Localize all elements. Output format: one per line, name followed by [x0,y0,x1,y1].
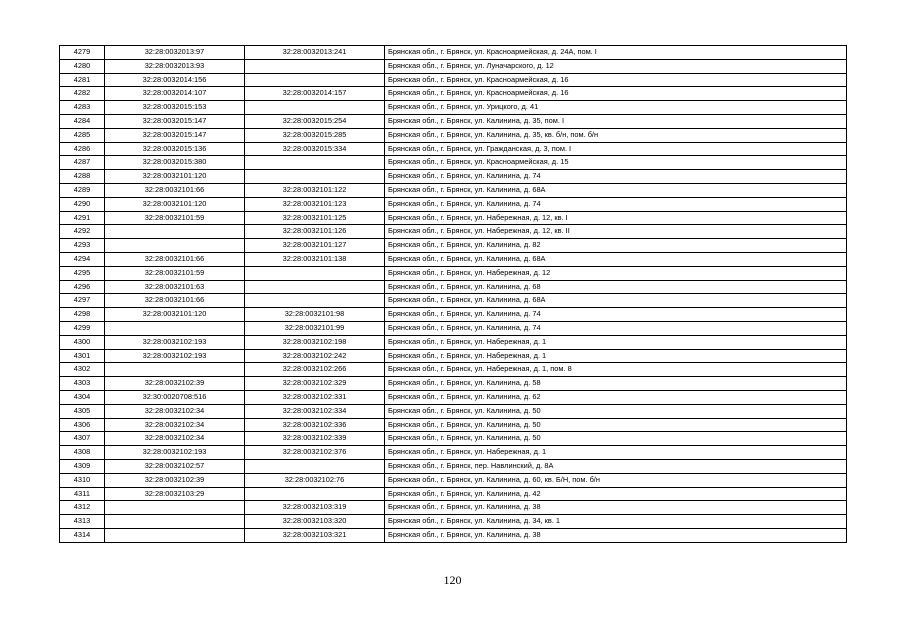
address-cell: Брянская обл., г. Брянск, ул. Набережная, д. 1 [385,446,847,460]
object-number-cell: 32:28:0032102:266 [245,363,385,377]
row-number-cell: 4303 [60,377,105,391]
table-row [60,487,847,501]
parcel-number-cell: 32:28:0032015:147 [105,128,245,142]
table-row [60,377,847,391]
address-cell: Брянская обл., г. Брянск, ул. Набережная, д. 12, кв. I [385,211,847,225]
table-row [60,266,847,280]
address-cell: Брянская обл., г. Брянск, ул. Красноармейская, д. 15 [385,156,847,170]
parcel-number-cell: 32:28:0032102:57 [105,459,245,473]
object-number-cell: 32:28:0032103:321 [245,528,385,542]
row-number-cell: 4294 [60,252,105,266]
object-number-cell: 32:28:0032101:125 [245,211,385,225]
parcel-number-cell: 32:28:0032101:63 [105,280,245,294]
parcel-number-cell: 32:28:0032013:97 [105,46,245,60]
object-number-cell: 32:28:0032013:241 [245,46,385,60]
row-number-cell: 4296 [60,280,105,294]
row-number-cell: 4299 [60,321,105,335]
table-row [60,459,847,473]
row-number-cell: 4279 [60,46,105,60]
address-cell: Брянская обл., г. Брянск, ул. Калинина, д. 74 [385,197,847,211]
object-number-cell: 32:28:0032102:329 [245,377,385,391]
object-number-cell: 32:28:0032015:254 [245,114,385,128]
address-cell: Брянская обл., г. Брянск, ул. Луначарского, д. 12 [385,59,847,73]
address-cell: Брянская обл., г. Брянск, ул. Калинина, д. 50 [385,432,847,446]
parcel-number-cell: 32:30:0020708:516 [105,390,245,404]
table-row [60,128,847,142]
table-row [60,142,847,156]
parcel-number-cell: 32:28:0032102:193 [105,446,245,460]
table-row [60,321,847,335]
address-cell: Брянская обл., г. Брянск, ул. Калинина, д. 74 [385,321,847,335]
row-number-cell: 4292 [60,225,105,239]
object-number-cell: 32:28:0032101:127 [245,239,385,253]
address-cell: Брянская обл., г. Брянск, ул. Калинина, д. 34, кв. 1 [385,515,847,529]
row-number-cell: 4281 [60,73,105,87]
parcel-number-cell [105,515,245,529]
row-number-cell: 4287 [60,156,105,170]
row-number-cell: 4311 [60,487,105,501]
address-cell: Брянская обл., г. Брянск, ул. Набережная, д. 12 [385,266,847,280]
table-row [60,197,847,211]
row-number-cell: 4295 [60,266,105,280]
object-number-cell [245,280,385,294]
parcel-number-cell: 32:28:0032102:34 [105,418,245,432]
row-number-cell: 4308 [60,446,105,460]
address-cell: Брянская обл., г. Брянск, ул. Калинина, д. 38 [385,528,847,542]
table-row [60,252,847,266]
address-cell: Брянская обл., г. Брянск, ул. Гражданская, д. 3, пом. I [385,142,847,156]
parcel-number-cell: 32:28:0032102:39 [105,473,245,487]
object-number-cell [245,459,385,473]
table-row [60,87,847,101]
address-cell: Брянская обл., г. Брянск, ул. Калинина, д. 68 [385,280,847,294]
table-row [60,73,847,87]
object-number-cell: 32:28:0032015:285 [245,128,385,142]
object-number-cell [245,101,385,115]
address-cell: Брянская обл., г. Брянск, ул. Калинина, д. 50 [385,404,847,418]
parcel-number-cell: 32:28:0032101:66 [105,294,245,308]
row-number-cell: 4297 [60,294,105,308]
table-row [60,294,847,308]
address-cell: Брянская обл., г. Брянск, ул. Урицкого, д. 41 [385,101,847,115]
table-row [60,390,847,404]
address-cell: Брянская обл., г. Брянск, ул. Калинина, д. 42 [385,487,847,501]
row-number-cell: 4314 [60,528,105,542]
row-number-cell: 4313 [60,515,105,529]
row-number-cell: 4312 [60,501,105,515]
row-number-cell: 4307 [60,432,105,446]
parcel-number-cell: 32:28:0032015:153 [105,101,245,115]
address-cell: Брянская обл., г. Брянск, ул. Калинина, д. 35, кв. б/н, пом. б/н [385,128,847,142]
table-row [60,239,847,253]
address-cell: Брянская обл., г. Брянск, ул. Калинина, д. 68А [385,183,847,197]
table-row [60,156,847,170]
address-cell: Брянская обл., г. Брянск, ул. Красноармейская, д. 24А, пом. I [385,46,847,60]
parcel-number-cell: 32:28:0032101:66 [105,252,245,266]
address-cell: Брянская обл., г. Брянск, ул. Набережная, д. 1 [385,349,847,363]
object-number-cell: 32:28:0032015:334 [245,142,385,156]
parcel-number-cell: 32:28:0032102:39 [105,377,245,391]
parcel-number-cell: 32:28:0032014:156 [105,73,245,87]
object-number-cell: 32:28:0032101:126 [245,225,385,239]
row-number-cell: 4289 [60,183,105,197]
object-number-cell [245,156,385,170]
object-number-cell [245,294,385,308]
table-row [60,280,847,294]
table-row [60,432,847,446]
row-number-cell: 4286 [60,142,105,156]
address-cell: Брянская обл., г. Брянск, ул. Калинина, д. 35, пом. I [385,114,847,128]
table-row [60,501,847,515]
object-number-cell: 32:28:0032102:242 [245,349,385,363]
page-number: 120 [443,573,462,587]
table-row [60,515,847,529]
object-number-cell: 32:28:0032102:331 [245,390,385,404]
table-row [60,418,847,432]
row-number-cell: 4284 [60,114,105,128]
address-cell: Брянская обл., г. Брянск, ул. Калинина, д. 62 [385,390,847,404]
object-number-cell [245,170,385,184]
parcel-number-cell: 32:28:0032101:120 [105,197,245,211]
parcel-number-cell: 32:28:0032101:59 [105,211,245,225]
parcel-number-cell: 32:28:0032101:66 [105,183,245,197]
address-cell: Брянская обл., г. Брянск, ул. Красноармейская, д. 16 [385,73,847,87]
row-number-cell: 4300 [60,335,105,349]
object-number-cell: 32:28:0032102:76 [245,473,385,487]
object-number-cell: 32:28:0032102:336 [245,418,385,432]
row-number-cell: 4306 [60,418,105,432]
parcel-number-cell [105,528,245,542]
object-number-cell [245,59,385,73]
row-number-cell: 4309 [60,459,105,473]
object-number-cell [245,487,385,501]
parcel-number-cell [105,363,245,377]
row-number-cell: 4310 [60,473,105,487]
table-row [60,404,847,418]
address-cell: Брянская обл., г. Брянск, ул. Калинина, д. 82 [385,239,847,253]
cadastral-table [59,45,847,543]
object-number-cell [245,266,385,280]
address-cell: Брянская обл., г. Брянск, ул. Калинина, д. 68А [385,294,847,308]
parcel-number-cell [105,501,245,515]
table-row [60,183,847,197]
address-cell: Брянская обл., г. Брянск, ул. Калинина, д. 68А [385,252,847,266]
table-row [60,170,847,184]
object-number-cell [245,73,385,87]
object-number-cell: 32:28:0032014:157 [245,87,385,101]
address-cell: Брянская обл., г. Брянск, ул. Калинина, д. 74 [385,170,847,184]
address-cell: Брянская обл., г. Брянск, ул. Калинина, д. 50 [385,418,847,432]
row-number-cell: 4304 [60,390,105,404]
address-cell: Брянская обл., г. Брянск, ул. Калинина, д. 74 [385,308,847,322]
parcel-number-cell: 32:28:0032015:136 [105,142,245,156]
object-number-cell: 32:28:0032101:98 [245,308,385,322]
table-row [60,59,847,73]
parcel-number-cell: 32:28:0032101:120 [105,308,245,322]
parcel-number-cell [105,239,245,253]
parcel-number-cell [105,225,245,239]
parcel-number-cell: 32:28:0032015:380 [105,156,245,170]
parcel-number-cell: 32:28:0032102:34 [105,404,245,418]
address-cell: Брянская обл., г. Брянск, ул. Набережная, д. 1 [385,335,847,349]
address-cell: Брянская обл., г. Брянск, ул. Калинина, д. 58 [385,377,847,391]
table-row [60,46,847,60]
address-cell: Брянская обл., г. Брянск, ул. Калинина, д. 60, кв. Б/Н, пом. б/н [385,473,847,487]
table-row [60,335,847,349]
row-number-cell: 4285 [60,128,105,142]
object-number-cell: 32:28:0032101:122 [245,183,385,197]
cadastral-table-body [60,46,847,543]
object-number-cell: 32:28:0032102:198 [245,335,385,349]
table-row [60,308,847,322]
table-row [60,101,847,115]
row-number-cell: 4288 [60,170,105,184]
parcel-number-cell: 32:28:0032014:107 [105,87,245,101]
object-number-cell: 32:28:0032102:376 [245,446,385,460]
object-number-cell: 32:28:0032103:319 [245,501,385,515]
parcel-number-cell: 32:28:0032015:147 [105,114,245,128]
parcel-number-cell [105,321,245,335]
object-number-cell: 32:28:0032102:334 [245,404,385,418]
row-number-cell: 4283 [60,101,105,115]
row-number-cell: 4290 [60,197,105,211]
parcel-number-cell: 32:28:0032102:193 [105,335,245,349]
object-number-cell: 32:28:0032101:138 [245,252,385,266]
object-number-cell: 32:28:0032102:339 [245,432,385,446]
table-row [60,446,847,460]
parcel-number-cell: 32:28:0032101:59 [105,266,245,280]
table-row [60,363,847,377]
table-row [60,349,847,363]
parcel-number-cell: 32:28:0032013:93 [105,59,245,73]
address-cell: Брянская обл., г. Брянск, ул. Калинина, д. 38 [385,501,847,515]
row-number-cell: 4301 [60,349,105,363]
table-row [60,225,847,239]
address-cell: Брянская обл., г. Брянск, ул. Набережная, д. 1, пом. 8 [385,363,847,377]
row-number-cell: 4302 [60,363,105,377]
table-row [60,211,847,225]
table-row [60,528,847,542]
row-number-cell: 4298 [60,308,105,322]
row-number-cell: 4305 [60,404,105,418]
address-cell: Брянская обл., г. Брянск, ул. Набережная, д. 12, кв. II [385,225,847,239]
object-number-cell: 32:28:0032103:320 [245,515,385,529]
parcel-number-cell: 32:28:0032101:120 [105,170,245,184]
parcel-number-cell: 32:28:0032102:193 [105,349,245,363]
parcel-number-cell: 32:28:0032103:29 [105,487,245,501]
object-number-cell: 32:28:0032101:123 [245,197,385,211]
row-number-cell: 4282 [60,87,105,101]
address-cell: Брянская обл., г. Брянск, ул. Красноармейская, д. 16 [385,87,847,101]
row-number-cell: 4291 [60,211,105,225]
row-number-cell: 4280 [60,59,105,73]
object-number-cell: 32:28:0032101:99 [245,321,385,335]
address-cell: Брянская обл., г. Брянск, пер. Навлинский, д. 8А [385,459,847,473]
parcel-number-cell: 32:28:0032102:34 [105,432,245,446]
table-row [60,114,847,128]
table-row [60,473,847,487]
row-number-cell: 4293 [60,239,105,253]
